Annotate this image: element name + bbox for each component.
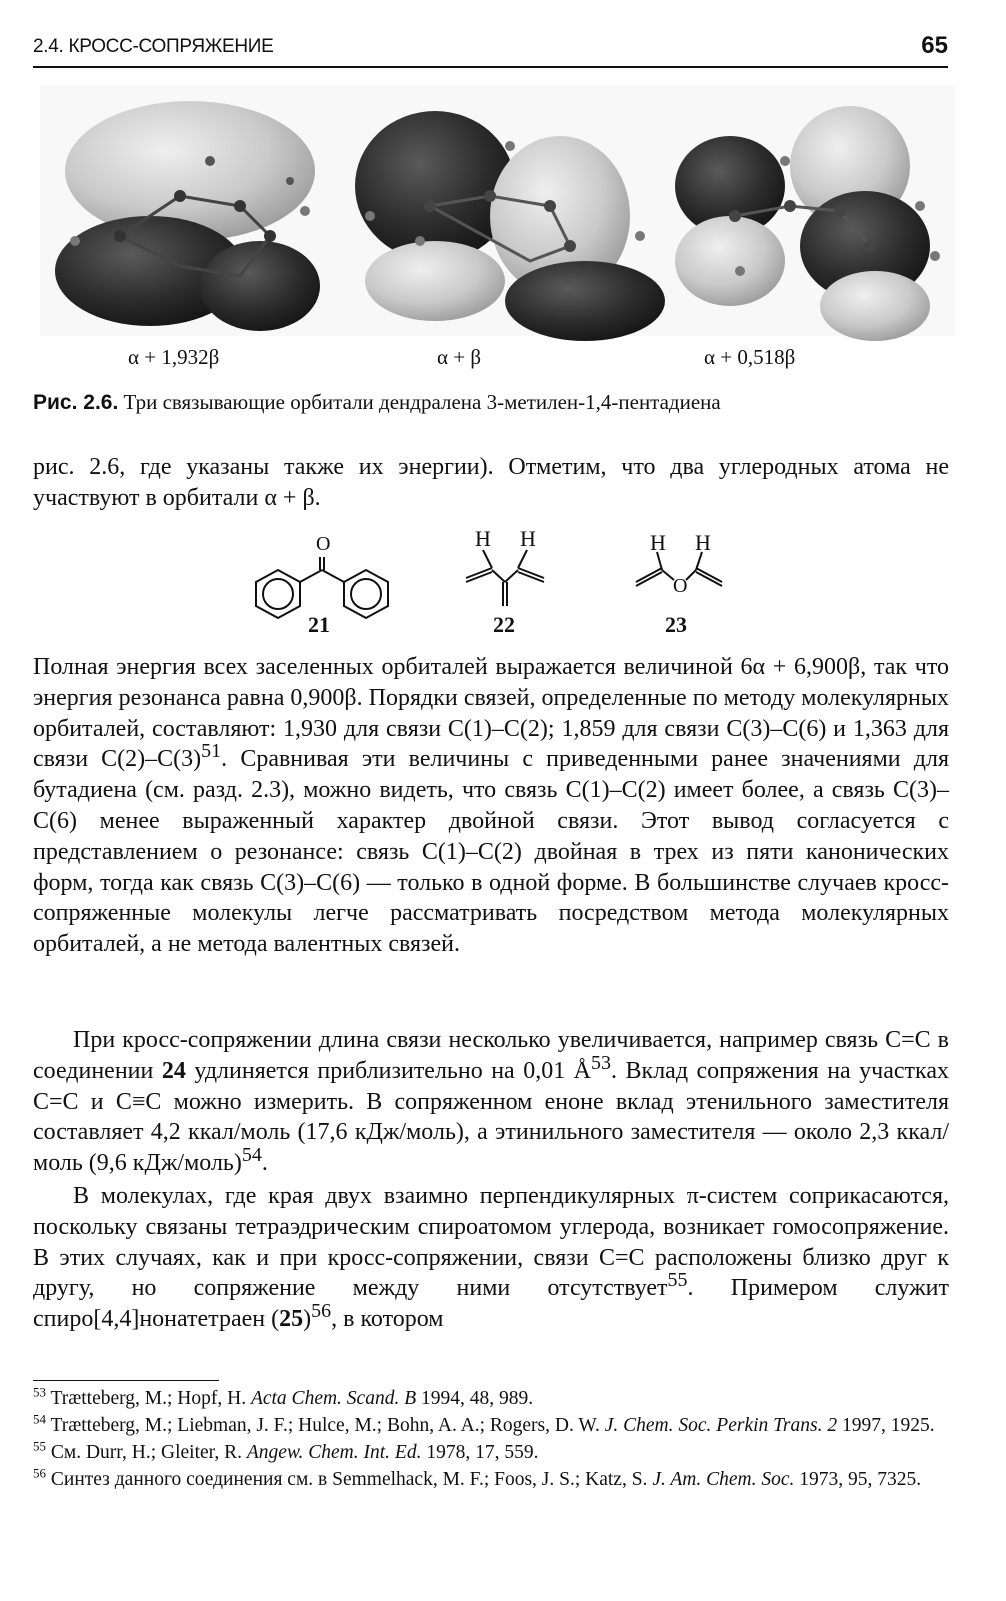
footnote-authors: Синтез данного соединения см. в Semmelhack, M. F.; Foos, J. S.; Katz, S. (46, 1469, 653, 1490)
structure-21 (256, 557, 388, 618)
footnote-citation: 1978, 17, 559. (421, 1442, 539, 1463)
paragraph-4-part-d: , в котором (331, 1306, 444, 1333)
chemical-structures (240, 520, 760, 640)
footnote-number: 54 (33, 1411, 46, 1427)
orbital-2-energy: α + β (437, 345, 482, 369)
paragraph-3-part-b: удлиняется приблизительно на 0,01 Å (185, 1057, 592, 1084)
footnote-authors: См. Durr, H.; Gleiter, R. (46, 1442, 247, 1463)
atom-h-22b: H (520, 526, 536, 551)
label-23: 23 (665, 612, 687, 637)
paragraph-2 (33, 652, 949, 960)
footnote-journal: J. Chem. Soc. Perkin Trans. 2 (604, 1415, 838, 1436)
footnote-citation: 1997, 1925. (837, 1415, 935, 1436)
footnote-number: 53 (33, 1384, 46, 1400)
footnote-journal: J. Am. Chem. Soc. (652, 1469, 795, 1490)
compound-25: 25 (279, 1306, 304, 1333)
paragraph-3 (33, 1025, 949, 1179)
atom-h-23b: H (695, 530, 711, 555)
footnote-journal: Angew. Chem. Int. Ed. (246, 1442, 422, 1463)
paragraph-2-part-b: . Сравнивая эти величины с приведенными ранее значениями для бутадиена (см. разд. 2.3), можно видеть, что связь C(1)–C(2) имеет более, а связь C(3)–C(6) менее выраженный характер двойной связи. Этот вывод согласуется с представлением о резонансе: связь C(1)–C(2) двойная в трех из пяти канонических форм, тогда как связь C(3)–C(6) — только в одной форме. В большинстве случаев кросс-сопряженные молекулы легче рассматривать посредством метода молекулярных орбиталей, а не метода валентных связей. (33, 746, 950, 958)
paragraph-3-part-c: . Вклад сопряжения на участках C=C и C≡C можно измерить. В сопряженном еноне вклад этенильного заместителя составляет 4,2 ккал/моль (17,6 кДж/моль), а этинильного заместителя — около 2,3 ккал/моль (9,6 кДж/моль) (33, 1057, 949, 1177)
footnote-53 (33, 1385, 949, 1412)
footnote-55 (33, 1439, 949, 1466)
ref-56: 56 (311, 1300, 332, 1323)
page-number: 65 (921, 32, 948, 59)
orbital-1-energy: α + 1,932β (128, 345, 220, 369)
footnote-journal: Acta Chem. Scand. B (250, 1388, 417, 1409)
footnote-authors: Trætteberg, M.; Liebman, J. F.; Hulce, M.; Bohn, A. A.; Rogers, D. W. (46, 1415, 605, 1436)
figure-caption-text: Три связывающие орбитали дендралена 3-метилен-1,4-пентадиена (118, 390, 721, 414)
figure-caption (33, 390, 953, 415)
label-21: 21 (308, 612, 330, 637)
orbital-figure (40, 86, 955, 356)
footnote-authors: Trætteberg, M.; Hopf, H. (46, 1388, 251, 1409)
footnote-56 (33, 1466, 949, 1493)
footnote-divider (33, 1380, 219, 1381)
paragraph-3-part-a: При кросс-сопряжении длина связи несколько увеличивается, например связь C=C в соединении (33, 1027, 949, 1084)
paragraph-3-part-d: . (261, 1150, 268, 1177)
paragraph-2-part-a: Полная энергия всех заселенных орбиталей выражается величиной 6α + 6,900β, так что энергия резонанса равна 0,900β. Порядки связей, определенные по методу молекулярных орбиталей, составляют: 1,930 для связи C(1)–C(2); 1,859 для связи C(3)–C(6) и 1,363 для связи C(2)–C(3) (33, 654, 949, 773)
paragraph-4-part-c: ) (303, 1306, 312, 1333)
atom-h-23a: H (650, 530, 666, 555)
footnote-citation: 1994, 48, 989. (416, 1388, 534, 1409)
atom-o-23: O (673, 575, 688, 597)
paragraph-4 (33, 1181, 949, 1335)
structure-22 (466, 550, 544, 606)
ref-54: 54 (241, 1144, 262, 1167)
footnote-54 (33, 1412, 949, 1439)
footnote-number: 55 (33, 1438, 46, 1454)
running-header (33, 28, 948, 68)
atom-o-21: O (316, 533, 331, 555)
running-title: 2.4. КРОСС-СОПРЯЖЕНИЕ (33, 36, 274, 57)
footnotes (33, 1385, 949, 1493)
paragraph-4-part-b: . Примером служит спиро[4,4]нонатетраен ( (33, 1275, 949, 1333)
footnote-citation: 1973, 95, 7325. (794, 1469, 922, 1490)
paragraph-4-part-a: В молекулах, где края двух взаимно перпендикулярных π-систем соприкасаются, поскольку связаны тетраэдрическим спироатомом углерода, возникает гомосопряжение. В этих случаях, как и при кросс-сопряжении, связи C=C расположены близко друг к другу, но сопряжение между ними отсутствует (33, 1183, 949, 1302)
atom-h-22a: H (475, 526, 491, 551)
label-22: 22 (493, 612, 515, 637)
paragraph-1: рис. 2.6, где указаны также их энергии). Отметим, что два углеродных атома не участвуют в орбитали α + β. (33, 454, 949, 511)
ref-53: 53 (591, 1051, 612, 1074)
ref-55: 55 (667, 1269, 688, 1292)
footnote-number: 56 (33, 1465, 46, 1481)
figure-caption-label: Рис. 2.6. (33, 391, 119, 414)
orbital-1-image (55, 101, 320, 331)
compound-24: 24 (161, 1057, 186, 1084)
ref-51: 51 (201, 740, 222, 763)
orbital-3-energy: α + 0,518β (704, 345, 796, 369)
